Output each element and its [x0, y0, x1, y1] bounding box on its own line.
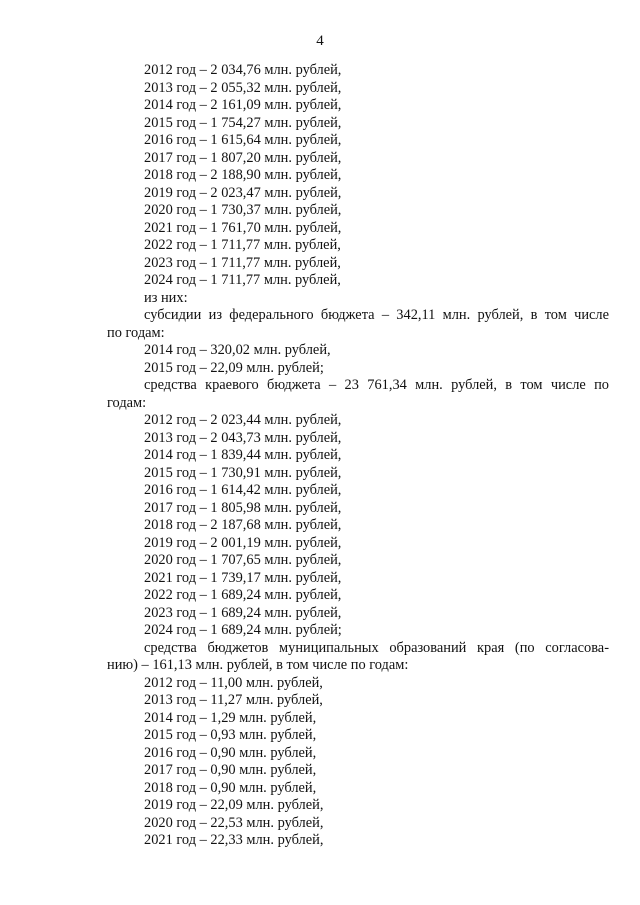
- year-line: 2013 год – 2 055,32 млн. рублей,: [144, 79, 342, 96]
- year-line: 2024 год – 1 711,77 млн. рублей,: [144, 272, 341, 288]
- year-line: 2014 год – 1 839,44 млн. рублей,: [144, 447, 342, 463]
- year-line: 2016 год – 0,90 млн. рублей,: [144, 744, 317, 761]
- year-line: 2014 год – 1,29 млн. рублей,: [144, 709, 317, 726]
- paragraph-line: нию) – 161,13 млн. рублей, в том числе по годам:: [107, 657, 409, 673]
- regional-budget-section: [107, 377, 609, 640]
- year-line: 2016 год – 1 615,64 млн. рублей,: [144, 132, 342, 148]
- document-body: [107, 62, 609, 850]
- year-line: 2023 год – 1 689,24 млн. рублей,: [144, 604, 342, 621]
- paragraph-line: средства краевого бюджета – 23 761,34 млн. рублей, в том числе по: [144, 377, 609, 393]
- year-line: 2020 год – 1 707,65 млн. рублей,: [144, 552, 342, 568]
- year-line: 2023 год – 1 711,77 млн. рублей,: [144, 254, 341, 271]
- year-line: 2018 год – 2 188,90 млн. рублей,: [144, 167, 342, 183]
- of-them-label: из них:: [144, 289, 188, 306]
- paragraph-line: годам:: [107, 394, 147, 411]
- paragraph-line: субсидии из федерального бюджета – 342,11 млн. рублей, в том числе: [144, 307, 609, 323]
- year-line: 2022 год – 1 689,24 млн. рублей,: [144, 587, 342, 603]
- year-line: 2017 год – 0,90 млн. рублей,: [144, 762, 317, 778]
- year-line: 2019 год – 2 001,19 млн. рублей,: [144, 534, 342, 551]
- federal-subsidies-section: [107, 307, 609, 377]
- year-line: 2012 год – 2 023,44 млн. рублей,: [144, 412, 342, 428]
- year-line: 2018 год – 2 187,68 млн. рублей,: [144, 517, 342, 533]
- year-line: 2019 год – 22,09 млн. рублей,: [144, 797, 324, 813]
- municipal-budget-section: [107, 640, 609, 850]
- year-line: 2021 год – 22,33 млн. рублей,: [144, 832, 324, 848]
- year-line: 2017 год – 1 805,98 млн. рублей,: [144, 499, 342, 516]
- year-line: 2018 год – 0,90 млн. рублей,: [144, 779, 317, 796]
- year-line: 2020 год – 1 730,37 млн. рублей,: [144, 202, 342, 218]
- year-line: 2012 год – 2 034,76 млн. рублей,: [144, 62, 342, 78]
- year-line: 2016 год – 1 614,42 млн. рублей,: [144, 482, 342, 498]
- year-line: 2021 год – 1 761,70 млн. рублей,: [144, 219, 342, 236]
- year-line: 2017 год – 1 807,20 млн. рублей,: [144, 149, 342, 166]
- year-line: 2015 год – 22,09 млн. рублей;: [144, 359, 324, 376]
- paragraph-line: средства бюджетов муниципальных образований края (по согласова-: [144, 639, 609, 656]
- year-line: 2013 год – 2 043,73 млн. рублей,: [144, 429, 342, 446]
- total-funding-list: [107, 62, 609, 290]
- year-line: 2014 год – 2 161,09 млн. рублей,: [144, 97, 342, 113]
- year-line: 2015 год – 1 730,91 млн. рублей,: [144, 464, 342, 481]
- paragraph-line: по годам:: [107, 324, 165, 341]
- year-line: 2015 год – 0,93 млн. рублей,: [144, 727, 317, 743]
- year-line: 2024 год – 1 689,24 млн. рублей;: [144, 622, 342, 638]
- year-line: 2014 год – 320,02 млн. рублей,: [144, 342, 331, 358]
- year-line: 2021 год – 1 739,17 млн. рублей,: [144, 569, 342, 586]
- year-line: 2022 год – 1 711,77 млн. рублей,: [144, 237, 341, 253]
- year-line: 2013 год – 11,27 млн. рублей,: [144, 692, 323, 708]
- year-line: 2015 год – 1 754,27 млн. рублей,: [144, 114, 342, 131]
- year-line: 2012 год – 11,00 млн. рублей,: [144, 674, 323, 691]
- year-line: 2020 год – 22,53 млн. рублей,: [144, 814, 324, 831]
- page-number: 4: [316, 33, 324, 49]
- year-line: 2019 год – 2 023,47 млн. рублей,: [144, 184, 342, 201]
